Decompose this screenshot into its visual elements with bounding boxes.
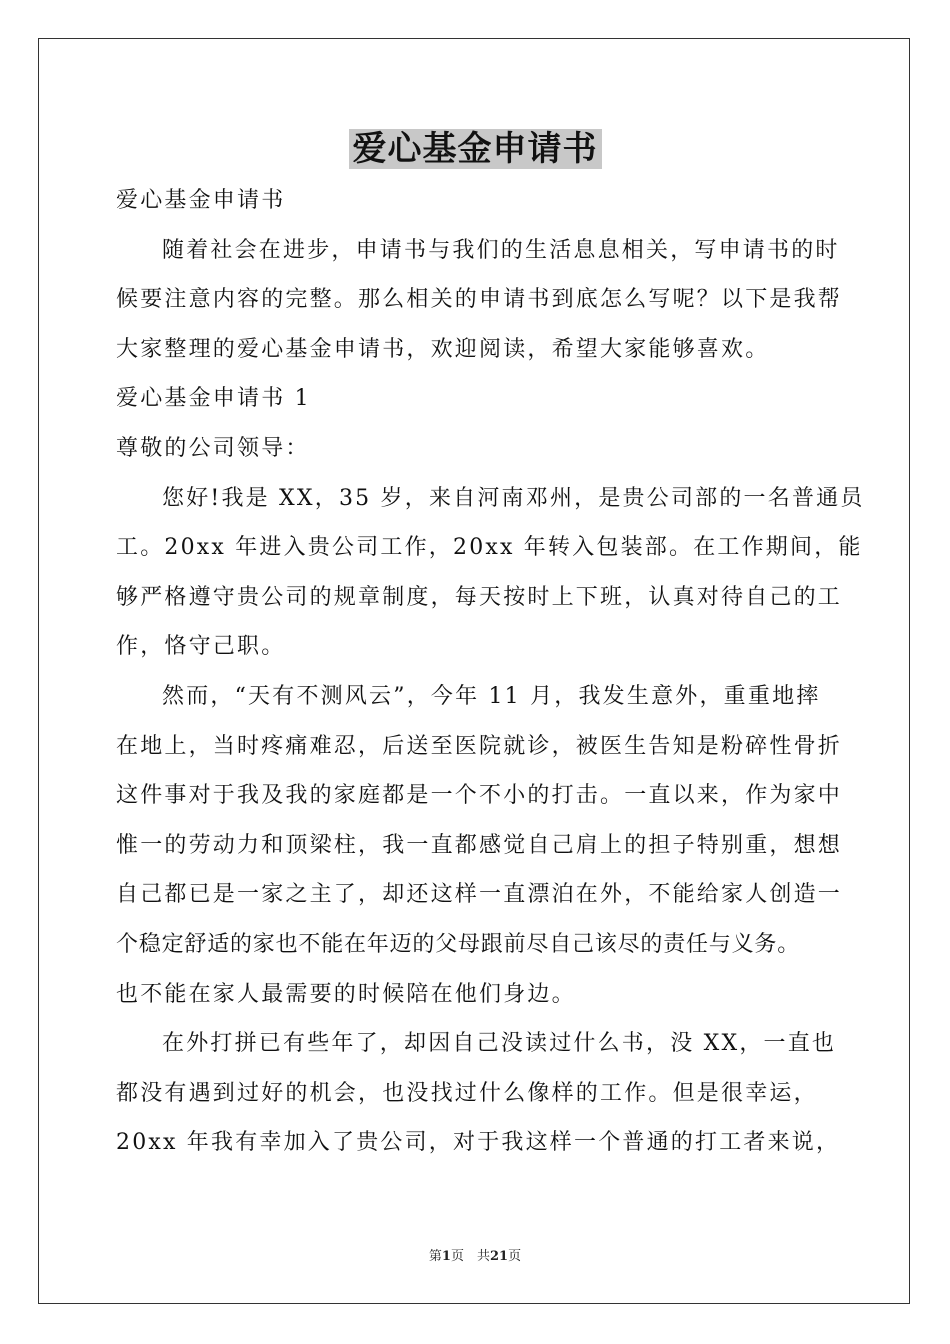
paragraph-line: 大家整理的爱心基金申请书，欢迎阅读，希望大家能够喜欢。 [116, 336, 770, 362]
document-body [116, 176, 865, 1168]
page-footer [0, 1248, 950, 1266]
paragraph-line: 也不能在家人最需要的时候陪在他们身边。 [116, 981, 576, 1007]
paragraph-line: 您好!我是 XX，35 岁，来自河南邓州，是贵公司部的一名普通员 [162, 485, 865, 511]
paragraph-line: 够严格遵守贵公司的规章制度，每天按时上下班，认真对待自己的工 [116, 584, 843, 610]
paragraph-line: 工。20xx 年进入贵公司工作，20xx 年转入包装部。在工作期间，能 [116, 535, 863, 561]
document-title [0, 126, 950, 172]
paragraph-line: 20xx 年我有幸加入了贵公司，对于我这样一个普通的打工者来说， [116, 1130, 841, 1156]
paragraph-line: 这件事对于我及我的家庭都是一个不小的打击。一直以来，作为家中 [116, 783, 843, 809]
paragraph-line: 作，恪守己职。 [116, 634, 286, 660]
paragraph-line: 候要注意内容的完整。那么相关的申请书到底怎么写呢？以下是我帮 [116, 287, 843, 313]
paragraph-line: 在地上，当时疼痛难忍，后送至医院就诊，被医生告知是粉碎性骨折 [116, 733, 843, 759]
paragraph-line: 个稳定舒适的家也不能在年迈的父母跟前尽自己该尽的责任与义务。 [116, 931, 801, 957]
paragraph-line: 在外打拼已有些年了，却因自己没读过什么书，没 XX，一直也 [162, 1031, 837, 1057]
current-page-number: 1 [441, 1249, 451, 1264]
paragraph-line: 随着社会在进步，申请书与我们的生活息息相关，写申请书的时 [162, 237, 840, 263]
page-prefix: 第 [428, 1249, 442, 1264]
page-mid: 页 共 [450, 1249, 490, 1264]
page-suffix: 页 [508, 1249, 522, 1264]
paragraph-line: 惟一的劳动力和顶梁柱，我一直都感觉自己肩上的担子特别重，想想 [116, 832, 843, 858]
subtitle-line: 爱心基金申请书 [116, 188, 286, 213]
document-title-text: 爱心基金申请书 [349, 129, 602, 169]
section-heading: 爱心基金申请书 1 [116, 386, 311, 412]
paragraph-line: 自己都已是一家之主了，却还这样一直漂泊在外，不能给家人创造一 [116, 882, 843, 908]
paragraph-line: 都没有遇到过好的机会，也没找过什么像样的工作。但是很幸运， [116, 1080, 818, 1106]
paragraph-line: 然而，“天有不测风云”，今年 11 月，我发生意外，重重地摔 [162, 683, 821, 709]
salutation-line: 尊敬的公司领导： [116, 435, 310, 461]
total-pages-number: 21 [489, 1249, 509, 1264]
